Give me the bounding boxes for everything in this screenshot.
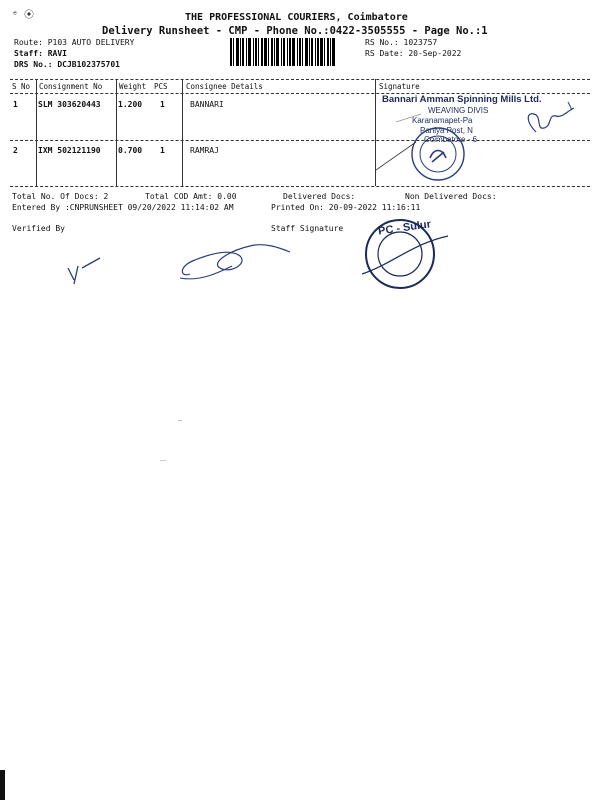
row-sno: 1	[13, 100, 18, 109]
signature-column-marks	[376, 92, 592, 186]
delivered-docs: Delivered Docs:	[283, 192, 356, 201]
barcode	[230, 38, 356, 66]
row-weight: 0.700	[118, 146, 143, 155]
row-pcs: 1	[160, 146, 165, 155]
column-divider	[182, 79, 183, 186]
printed-on: Printed On: 20-09-2022 11:16:11	[271, 203, 421, 212]
verification-signatures	[60, 238, 300, 298]
scan-speck	[160, 460, 166, 461]
col-header-signature: Signature	[379, 82, 420, 91]
table-top-rule	[10, 79, 590, 80]
row-pcs: 1	[160, 100, 165, 109]
row-consignee: RAMRAJ	[190, 146, 219, 155]
row-consignment-no: SLM 303620443	[38, 100, 101, 109]
non-delivered-docs: Non Delivered Docs:	[405, 192, 497, 201]
company-stamp-line2: WEAVING DIVIS	[428, 106, 489, 115]
scan-speck	[178, 420, 182, 421]
column-divider	[36, 79, 37, 186]
col-header-consignee: Consignee Details	[186, 82, 263, 91]
row-sno: 2	[13, 146, 18, 155]
logo-mark: ᵉ ⦿	[12, 10, 35, 21]
verified-by-label: Verified By	[12, 224, 65, 233]
table-bottom-rule	[10, 186, 590, 187]
company-stamp-line1: Bannari Amman Spinning Mills Ltd.	[382, 94, 542, 105]
col-header-consignment: Consignment No	[39, 82, 103, 91]
drs-number: DRS No.: DCJB102375701	[14, 60, 120, 69]
col-header-pcs: PCS	[154, 82, 168, 91]
entered-by: Entered By :CNPRUNSHEET 09/20/2022 11:14:02 AM	[12, 203, 234, 212]
column-divider	[116, 79, 117, 186]
row-consignee: BANNARI	[190, 100, 224, 109]
total-docs: Total No. Of Docs: 2	[12, 192, 109, 201]
rs-date: RS Date: 20-Sep-2022	[365, 49, 462, 58]
runsheet-subtitle: Delivery Runsheet - CMP - Phone No.:0422-3505555 - Page No.:1	[102, 25, 488, 37]
company-stamp-line3: Karanamapet-Pa	[412, 116, 473, 125]
company-stamp-line4: Paniya Post, N	[420, 126, 473, 135]
staff-label: Staff: RAVI	[14, 49, 67, 58]
rs-number: RS No.: 1023757	[365, 38, 438, 47]
pc-sulur-stamp-text: PC - Sulur	[377, 218, 432, 238]
total-cod-amount: Total COD Amt: 0.00	[145, 192, 237, 201]
row-consignment-no: IXM 502121190	[38, 146, 101, 155]
company-title: THE PROFESSIONAL COURIERS, Coimbatore	[185, 12, 408, 23]
scan-edge	[0, 770, 5, 800]
col-header-weight: Weight	[119, 82, 147, 91]
route-label: Route: P103 AUTO DELIVERY	[14, 38, 135, 47]
company-stamp-line5: Coimbatore - 6	[424, 135, 477, 144]
col-header-sno: S No	[12, 82, 31, 91]
staff-signature-label: Staff Signature	[271, 224, 344, 233]
row-weight: 1.200	[118, 100, 143, 109]
